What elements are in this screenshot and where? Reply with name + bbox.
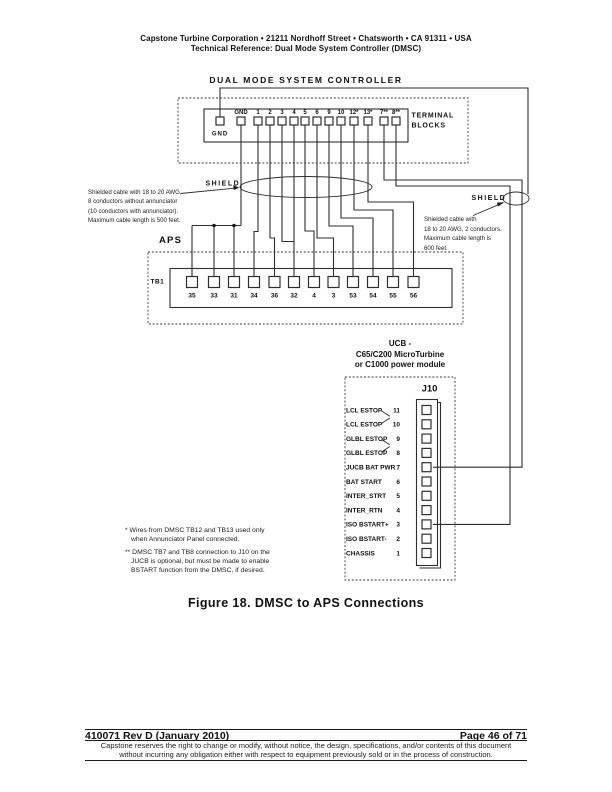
- right-shield-arrowhead-icon: [497, 202, 505, 206]
- j10-pin-square: [422, 534, 431, 543]
- wire-tb13-to-aps56: [368, 125, 414, 277]
- dmsc-terminal-label: 13*: [363, 110, 373, 116]
- aps-terminal-square: [249, 277, 260, 288]
- dmsc-terminals: [234, 110, 400, 125]
- dmsc-terminal-label: 1: [256, 110, 260, 116]
- j10-pin-number: 11: [393, 407, 400, 415]
- aps-terminal-label: 3: [331, 292, 336, 300]
- wire-tb2-to-aps36: [270, 125, 275, 277]
- dmsc-terminal-label: GND: [234, 110, 248, 116]
- dmsc-terminal-label: 5: [303, 110, 307, 116]
- j10-pin-square: [422, 448, 431, 457]
- dmsc-terminal-label: 7**: [379, 110, 389, 116]
- j10-pin-number: 2: [396, 536, 400, 543]
- j10-pin-label: GLBL ESTOP: [346, 450, 388, 458]
- aps-terminal-label: 33: [210, 292, 218, 300]
- aps-terminal-square: [368, 277, 379, 288]
- j10-pin-square: [422, 434, 431, 443]
- aps-terminal-label: 54: [369, 292, 377, 300]
- aps-terminal-square: [328, 277, 339, 288]
- note-line: Shielded cable with: [424, 216, 477, 223]
- j10-pin-label: BAT START: [346, 478, 382, 486]
- aps-terminal-label: 56: [409, 292, 418, 300]
- note-line: (10 conductors with annunciator).: [88, 207, 179, 215]
- diagram-title: DUAL MODE SYSTEM CONTROLLER: [209, 75, 403, 85]
- ucb-heading-line1: UCB -: [388, 339, 412, 348]
- footnote-line: * Wires from DMSC TB12 and TB13 used only: [125, 527, 265, 534]
- right-shield-label: SHIELD: [471, 195, 507, 202]
- j10-pin-number: 10: [392, 421, 400, 429]
- note-line: 600 feet.: [424, 244, 448, 252]
- j10-pin-number: 5: [396, 493, 400, 501]
- footnote-bstart: [125, 549, 316, 575]
- wires: [192, 88, 528, 524]
- wire-tb8-to-j10-pin3: [396, 122, 510, 524]
- dmsc-terminal-square: [364, 117, 372, 125]
- j10-pins: [346, 406, 431, 558]
- header-line1: Capstone Turbine Corporation • 21211 Nordhoff Street • Chatsworth • CA 91311 • USA: [140, 33, 472, 43]
- j10-pin-number: 7: [396, 464, 400, 472]
- j10-pin-square: [422, 420, 431, 429]
- aps-terminal-label: 32: [290, 292, 298, 300]
- pin-pair-join-marks: [382, 411, 390, 452]
- dmsc-terminal-label: 2: [268, 110, 272, 116]
- dmsc-terminal-label: 8**: [391, 110, 401, 116]
- j10-pin-number: 4: [396, 507, 400, 515]
- terminal-blocks-label-line2: BLOCKS: [411, 122, 446, 130]
- footnote-line: BSTART function from the DMSC, if desired.: [131, 566, 265, 574]
- j10-label: J10: [421, 383, 438, 395]
- note-line: Maximum cable length is 500 feet.: [88, 217, 181, 224]
- j10-pin-label: LCL ESTOP: [346, 407, 383, 415]
- wire-shield-drain-gnd: [220, 88, 528, 194]
- j10-pin-square: [422, 549, 431, 558]
- aps-terminal-square: [408, 277, 419, 288]
- footnote-annunciator: [125, 527, 311, 545]
- note-line: 8 conductors without annunciator: [88, 198, 178, 205]
- aps-terminal-label: 31: [230, 292, 238, 300]
- j10-pin-number: 9: [396, 435, 400, 443]
- dmsc-terminal-square: [337, 117, 345, 125]
- j10-pin-label: LCL ESTOP: [346, 421, 383, 429]
- junction-dot: [232, 224, 236, 228]
- dmsc-terminal-square: [301, 117, 309, 125]
- j10-pin-number: 1: [396, 550, 400, 558]
- junction-dot: [212, 224, 216, 228]
- j10-pin-square: [422, 520, 431, 529]
- ucb-heading-line3: or C1000 power module: [354, 360, 446, 369]
- aps-terminal-square: [348, 277, 359, 288]
- wire-tb5-to-aps4: [305, 125, 314, 277]
- note-line: Maximum cable length is: [424, 235, 492, 242]
- tb1-label: TB1: [150, 278, 165, 286]
- right-shield-leader: [473, 204, 500, 215]
- footnote-line: JUCB is optional, but must be made to enable: [131, 557, 270, 565]
- aps-terminal-label: 34: [250, 292, 258, 300]
- aps-terminal-square: [229, 277, 240, 288]
- j10-pin-square: [422, 463, 431, 472]
- j10-pin-square: [422, 491, 431, 500]
- j10-pin-label: CHASSIS: [346, 550, 375, 558]
- j10-pin-label: GLBL ESTOP: [346, 435, 388, 443]
- j10-pin-square: [422, 506, 431, 515]
- dmsc-terminal-square: [254, 117, 262, 125]
- left-shield-label: SHIELD: [205, 180, 241, 188]
- dmsc-terminal-square: [278, 117, 286, 125]
- dmsc-outer-box: [178, 98, 468, 163]
- ucb-heading-line2: C65/C200 MicroTurbine: [355, 349, 445, 359]
- footer-disclaimer: [0, 742, 612, 759]
- j10-pin-label: ISO BSTART+: [346, 521, 389, 529]
- dmsc-chassis-gnd-label: GND: [211, 131, 229, 138]
- footer-page-number: Page 46 of 71: [459, 729, 527, 742]
- note-line: Shielded cable with 18 to 20 AWG,: [88, 188, 182, 196]
- right-shield-ellipse: [503, 192, 529, 205]
- disclaimer-line2: without incurring any obligation either with respect to equipment previously sold or in the process of construction.: [119, 749, 493, 759]
- aps-terminal-square: [309, 277, 320, 288]
- j10-pin-square: [422, 406, 431, 415]
- left-cable-note: [88, 188, 208, 226]
- aps-terminal-square: [209, 277, 220, 288]
- j10-pin-label: INTER_STRT: [346, 493, 387, 501]
- j10-pin-label: JUCB BAT PWR: [346, 464, 396, 472]
- aps-terminal-square: [269, 277, 280, 288]
- dmsc-terminal-label: 4: [292, 110, 296, 116]
- footer-doc-rev: 410071 Rev D (January 2010): [85, 729, 230, 742]
- dmsc-terminal-label: 9: [327, 110, 331, 116]
- dmsc-terminal-label: 3: [280, 110, 284, 116]
- dmsc-terminal-square: [350, 117, 358, 125]
- aps-terminal-label: 4: [312, 292, 316, 300]
- right-cable-note: [424, 215, 519, 253]
- j10-pin-number: 8: [396, 450, 400, 458]
- dmsc-terminal-square: [266, 117, 274, 125]
- aps-terminal-square: [289, 277, 300, 288]
- aps-terminal-square: [187, 277, 198, 288]
- j10-pin-number: 6: [396, 478, 400, 486]
- aps-terminals: [187, 277, 420, 300]
- aps-terminal-square: [388, 277, 399, 288]
- header-line2: Technical Reference: Dual Mode System Controller (DMSC): [190, 43, 422, 53]
- footnote-line: ** DMSC TB7 and TB8 connection to J10 on the: [125, 549, 270, 556]
- aps-terminal-label: 35: [188, 292, 196, 300]
- wire-tb7-to-j10-pin7: [384, 122, 522, 467]
- j10-pin-label: INTER_RTN: [346, 507, 383, 515]
- j10-pin-number: 3: [396, 521, 400, 529]
- ucb-heading: [338, 339, 462, 371]
- figure-caption: Figure 18. DMSC to APS Connections: [187, 595, 425, 610]
- dmsc-chassis-gnd-square: [216, 117, 224, 125]
- wire-tb1-to-aps34: [254, 125, 258, 277]
- footer-rule-bottom: [85, 760, 527, 761]
- dmsc-terminal-square: [290, 117, 298, 125]
- dmsc-terminal-label: 6: [315, 110, 319, 116]
- dmsc-terminal-square: [392, 117, 400, 125]
- aps-terminal-label: 53: [349, 292, 357, 300]
- dmsc-terminal-square: [237, 117, 245, 125]
- dmsc-terminal-square: [380, 117, 388, 125]
- dmsc-terminal-label: 12*: [349, 110, 359, 116]
- wire-tb6-to-aps3: [317, 125, 334, 277]
- dmsc-terminal-square: [313, 117, 321, 125]
- aps-terminal-label: 55: [389, 292, 397, 300]
- aps-terminal-label: 36: [270, 292, 279, 300]
- terminal-blocks-label-line1: TERMINAL: [411, 112, 455, 120]
- aps-label: APS: [159, 235, 183, 246]
- j10-pin-square: [422, 477, 431, 486]
- footnote-line: when Annunciator Panel connected.: [131, 535, 240, 543]
- j10-pin-label: ISO BSTART-: [346, 536, 387, 543]
- dmsc-terminal-label: 10: [337, 110, 345, 116]
- page-header: [0, 34, 612, 54]
- note-line: 18 to 20 AWG, 2 conductors.: [424, 225, 502, 233]
- left-shield-ellipse: [240, 177, 372, 198]
- dmsc-terminal-square: [325, 117, 333, 125]
- disclaimer-line1: Capstone reserves the right to change or modify, without notice, the design, specifications, and/or contents of this document: [100, 740, 512, 750]
